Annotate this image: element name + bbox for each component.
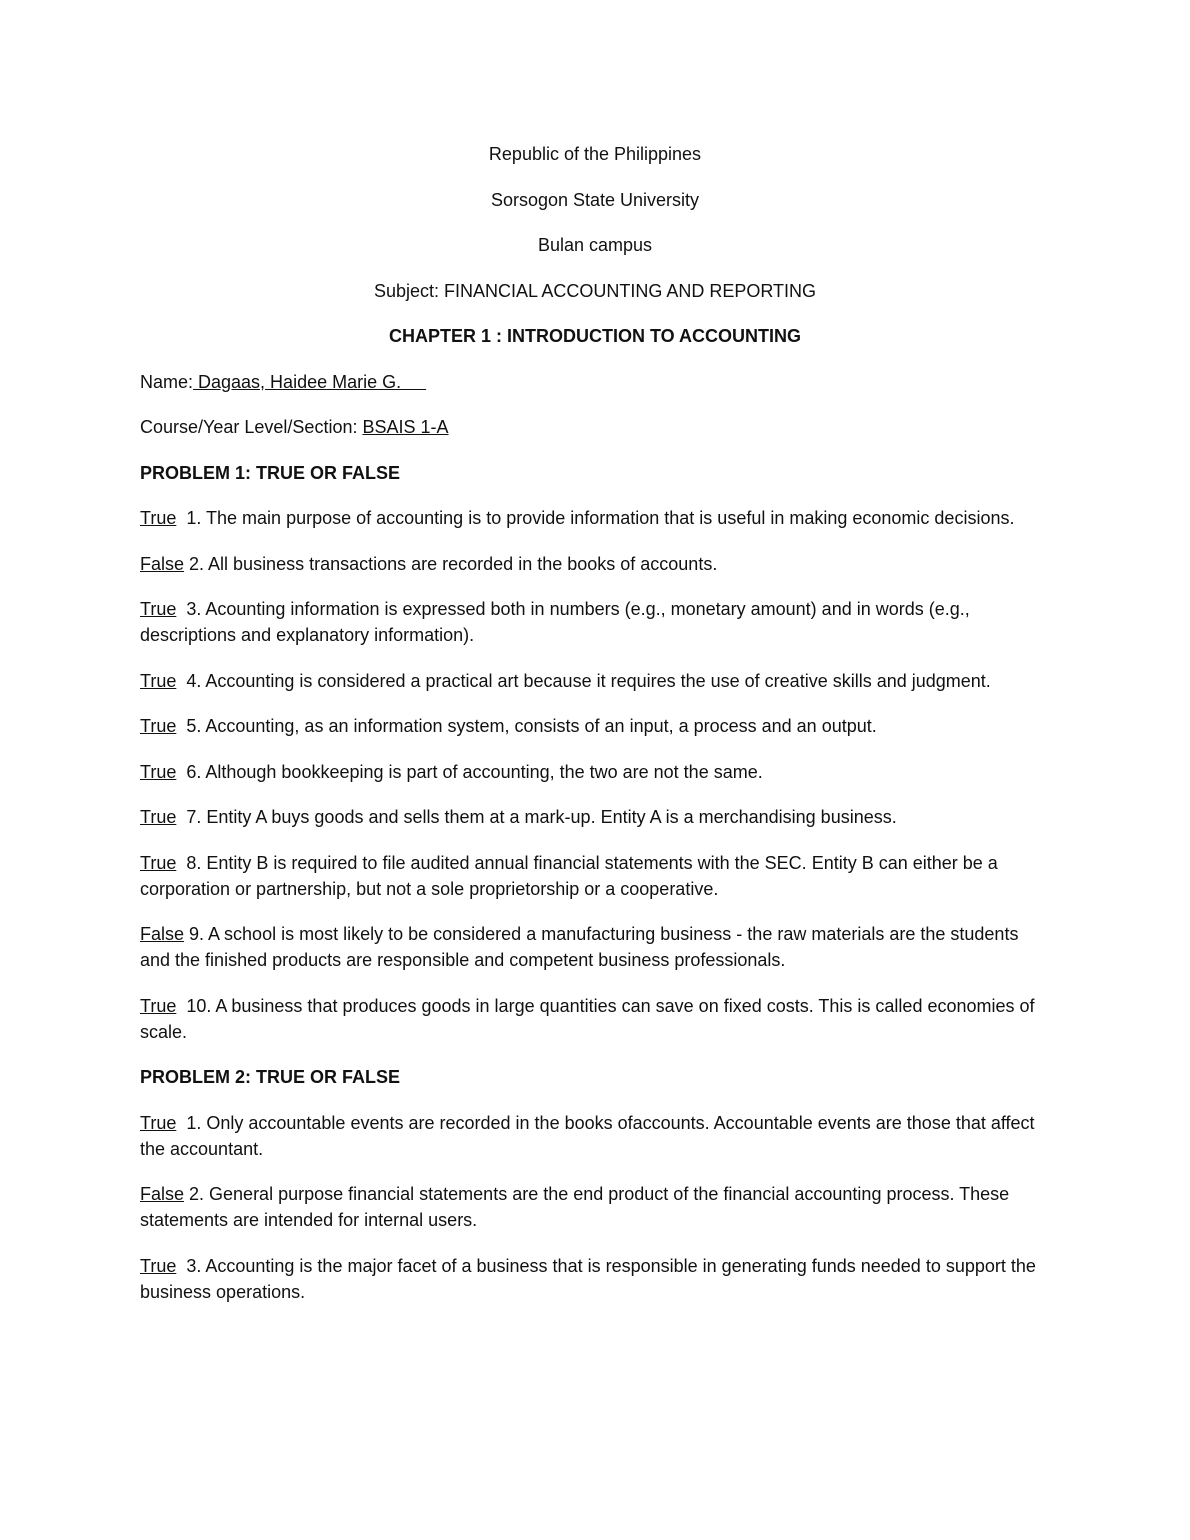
problem2-item-2 xyxy=(140,1181,1052,1233)
statement: 1. The main purpose of accounting is to provide information that is useful in making economic decisions. xyxy=(176,508,1015,528)
answer: True xyxy=(140,599,177,619)
name-value: Dagaas, Haidee Marie G. xyxy=(193,371,427,392)
student-name-line xyxy=(140,369,1052,395)
course-label: Course/Year Level/Section: xyxy=(140,417,363,437)
problem1-item-4 xyxy=(140,668,1052,694)
answer: False xyxy=(140,1184,185,1204)
answer: True xyxy=(140,670,177,691)
document-content xyxy=(140,141,1052,1324)
statement: 3. Accounting is the major facet of a business that is responsible in generating funds needed to support the business operations. xyxy=(140,1255,1041,1302)
problem1-item-3 xyxy=(140,596,1052,648)
answer: True xyxy=(140,761,177,782)
answer: False xyxy=(140,553,185,574)
problem1-item-10 xyxy=(140,993,1052,1045)
statement: 1. Only accountable events are recorded in the books ofaccounts. Accountable events are those that affect the accountant. xyxy=(140,1112,1040,1159)
statement: 7. Entity A buys goods and sells them at a mark-up. Entity A is a merchandising business. xyxy=(176,807,897,827)
answer: True xyxy=(140,995,177,1016)
problem2-item-3 xyxy=(140,1253,1052,1305)
problem1-item-1 xyxy=(140,505,1052,531)
header-country: Republic of the Philippines xyxy=(488,144,702,164)
answer: True xyxy=(140,807,177,827)
statement: 10. A business that produces goods in large quantities can save on fixed costs. This is called economies of scale. xyxy=(140,995,1040,1042)
answer: True xyxy=(140,1255,177,1276)
answer: True xyxy=(140,1112,177,1133)
header-campus: Bulan campus xyxy=(537,235,653,255)
problem1-item-5 xyxy=(140,713,1052,739)
statement: 2. All business transactions are recorded in the books of accounts. xyxy=(184,553,718,574)
answer: True xyxy=(140,852,177,873)
header-subject: Subject: FINANCIAL ACCOUNTING AND REPORTING xyxy=(373,280,817,301)
problem1-item-9 xyxy=(140,921,1052,973)
statement: 9. A school is most likely to be considered a manufacturing business - the raw materials are the students and the finished products are responsible and competent business professionals. xyxy=(140,924,1024,970)
statement: 8. Entity B is required to file audited annual financial statements with the SEC. Entity B can either be a corporation or partnership, but not a sole proprietorship or a cooperative. xyxy=(140,852,1003,899)
problem1-item-6 xyxy=(140,759,1052,785)
statement: 2. General purpose financial statements are the end product of the financial accounting process. These statements are intended for internal users. xyxy=(140,1184,1015,1230)
statement: 5. Accounting, as an information system, consists of an input, a process and an output. xyxy=(176,716,877,736)
problem2-title: PROBLEM 2: TRUE OR FALSE xyxy=(140,1067,401,1087)
problem1-item-7 xyxy=(140,804,1052,830)
answer: False xyxy=(140,924,185,944)
chapter-title: CHAPTER 1 : INTRODUCTION TO ACCOUNTING xyxy=(389,326,801,346)
header-university: Sorsogon State University xyxy=(490,189,700,210)
answer: True xyxy=(140,508,177,528)
problem2-item-1 xyxy=(140,1110,1052,1162)
answer: True xyxy=(140,716,177,736)
problem1-title: PROBLEM 1: TRUE OR FALSE xyxy=(140,462,401,483)
statement: 6. Although bookkeeping is part of accounting, the two are not the same. xyxy=(176,761,763,782)
name-label: Name: xyxy=(140,371,194,392)
statement: 4. Accounting is considered a practical art because it requires the use of creative skills and judgment. xyxy=(176,670,991,691)
problem1-item-2 xyxy=(140,551,1052,577)
course-line xyxy=(140,414,1052,440)
course-value: BSAIS 1-A xyxy=(362,417,449,437)
problem1-item-8 xyxy=(140,850,1052,902)
statement: 3. Acounting information is expressed both in numbers (e.g., monetary amount) and in words (e.g., descriptions and explanatory information). xyxy=(140,599,975,645)
